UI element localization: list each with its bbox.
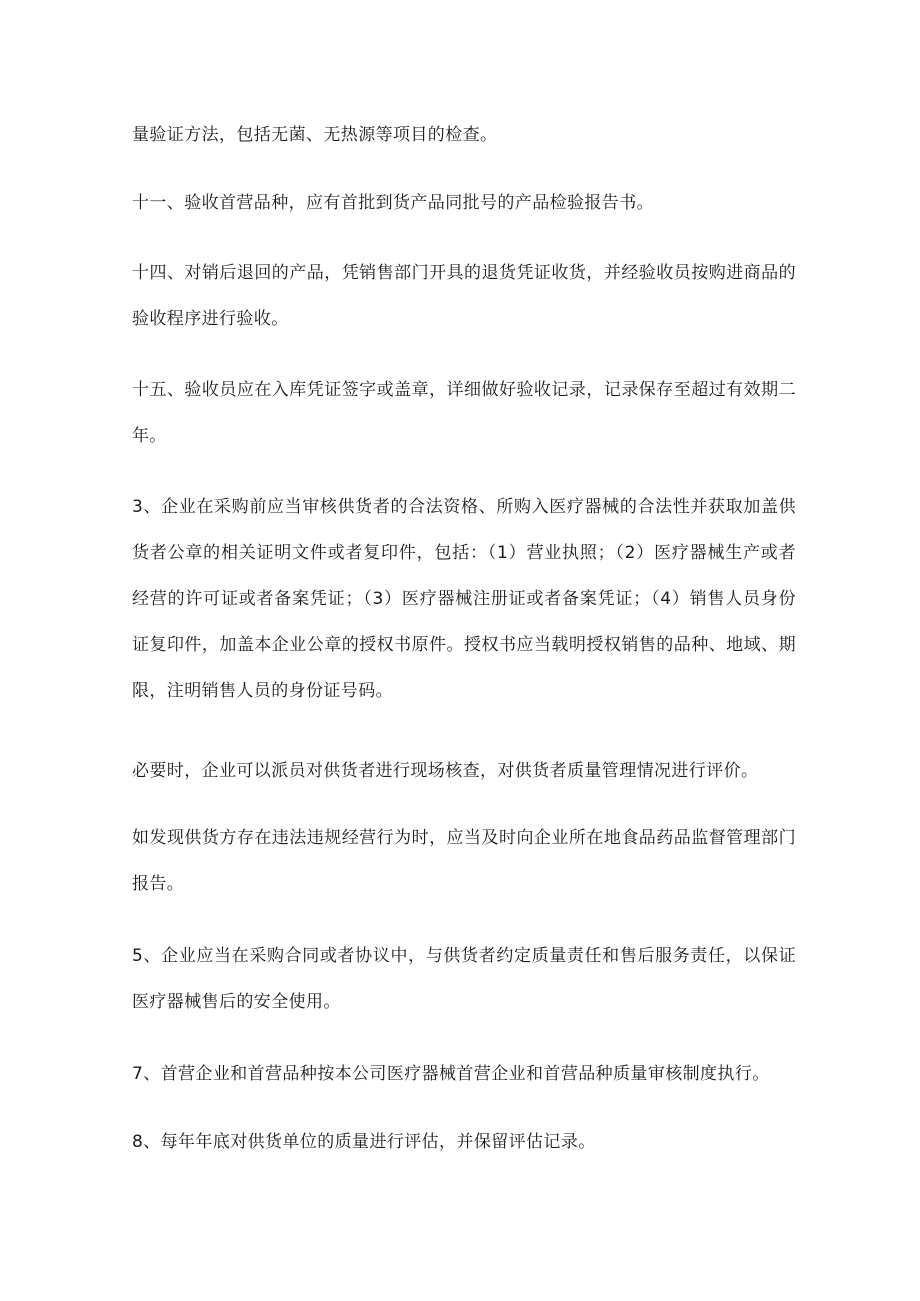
paragraph-item-15: 十五、验收员应在入库凭证签字或盖章，详细做好验收记录，记录保存至超过有效期二年。 xyxy=(132,380,796,446)
paragraph-onsite-check: 必要时，企业可以派员对供货者进行现场核查，对供货者质量管理情况进行评价。 xyxy=(132,761,759,781)
paragraph-section-5: 5、企业应当在采购合同或者协议中，与供货者约定质量责任和售后服务责任，以保证医疗器械售后的安全使用。 xyxy=(132,946,796,1012)
paragraph-section-3: 3、企业在采购前应当审核供货者的合法资格、所购入医疗器械的合法性并获取加盖供货者公章的相关证明文件或者复印件，包括：（1）营业执照；（2）医疗器械生产或者经营的许可证或者备案凭证；（3）医疗器械注册证或者备案凭证；（4）销售人员身份证复印件，加盖本企业公章的授权书原件。授权书应当载明授权销售的品种、地域、期限，注明销售人员的身份证号码。 xyxy=(132,497,796,701)
paragraph-violation-report: 如发现供货方存在违法违规经营行为时，应当及时向企业所在地食品药品监督管理部门报告。 xyxy=(132,828,796,894)
paragraph-quality-verification: 量验证方法，包括无菌、无热源等项目的检查。 xyxy=(132,125,498,145)
paragraph-section-7: 7、首营企业和首营品种按本公司医疗器械首营企业和首营品种质量审核制度执行。 xyxy=(132,1064,770,1084)
paragraph-item-11: 十一、验收首营品种，应有首批到货产品同批号的产品检验报告书。 xyxy=(132,193,654,213)
paragraph-item-14: 十四、对销后退回的产品，凭销售部门开具的退货凭证收货，并经验收员按购进商品的验收程序进行验收。 xyxy=(132,263,796,329)
paragraph-section-8: 8、每年年底对供货单位的质量进行评估，并保留评估记录。 xyxy=(132,1132,596,1152)
